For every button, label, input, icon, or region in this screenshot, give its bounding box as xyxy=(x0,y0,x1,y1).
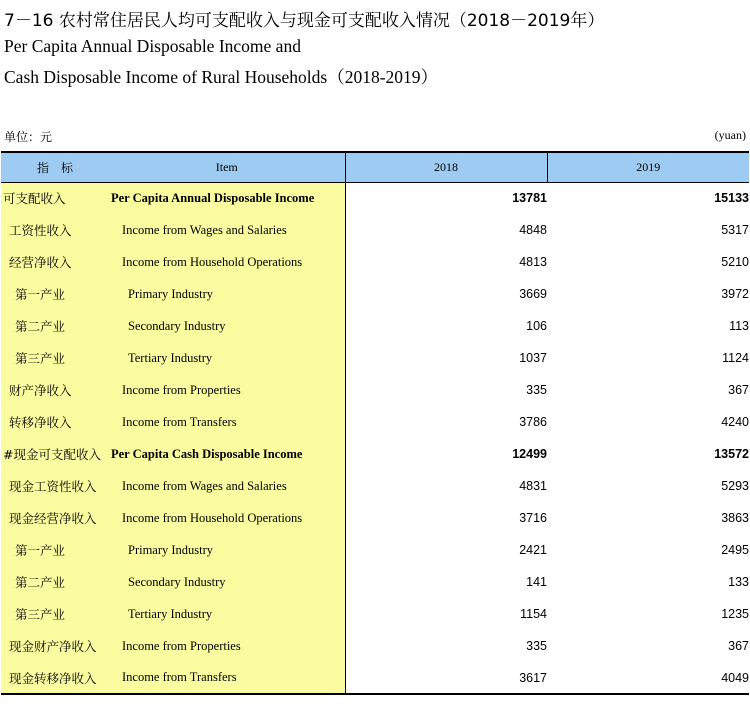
row-indicator: 第二产业 xyxy=(1,310,109,342)
table-row xyxy=(1,470,749,502)
income-table xyxy=(1,151,749,695)
value-2018: 335 xyxy=(526,639,547,653)
value-2019: 4240 xyxy=(721,415,749,429)
value-2018: 2421 xyxy=(519,543,547,557)
value-2019: 2495 xyxy=(721,543,749,557)
row-indicator: 现金财产净收入 xyxy=(1,630,109,662)
value-2019: 1124 xyxy=(722,351,749,365)
row-indicator: 第三产业 xyxy=(1,598,109,630)
table-row xyxy=(1,310,749,342)
table-title-english-line2: Cash Disposable Income of Rural Households（2018-2019） xyxy=(4,67,439,87)
table-row xyxy=(1,182,749,214)
row-indicator: #现金可支配收入 xyxy=(1,438,109,470)
table-row xyxy=(1,278,749,310)
value-2018: 106 xyxy=(526,319,547,333)
row-indicator: 第二产业 xyxy=(1,566,109,598)
value-2018: 4813 xyxy=(519,255,547,269)
row-item: Primary Industry xyxy=(109,278,345,310)
row-indicator: 现金经营净收入 xyxy=(1,502,109,534)
row-item: Secondary Industry xyxy=(109,566,345,598)
row-item: Income from Transfers xyxy=(109,662,345,694)
value-2018: 3669 xyxy=(519,287,547,301)
row-indicator: 经营净收入 xyxy=(1,246,109,278)
value-2018: 141 xyxy=(526,575,547,589)
value-2018: 1154 xyxy=(520,607,547,621)
row-indicator: 工资性收入 xyxy=(1,214,109,246)
value-2018: 335 xyxy=(526,383,547,397)
row-indicator: 转移净收入 xyxy=(1,406,109,438)
row-item: Income from Household Operations xyxy=(109,246,345,278)
row-item: Income from Wages and Salaries xyxy=(109,214,345,246)
row-item: Income from Properties xyxy=(109,374,345,406)
row-indicator: 第一产业 xyxy=(1,278,109,310)
value-2019: 13572 xyxy=(714,447,749,461)
row-item: Primary Industry xyxy=(109,534,345,566)
row-item: Per Capita Annual Disposable Income xyxy=(109,182,345,214)
row-indicator: 现金工资性收入 xyxy=(1,470,109,502)
value-2019: 15133 xyxy=(714,191,749,206)
table-row xyxy=(1,662,749,694)
value-2019: 367 xyxy=(728,383,749,397)
value-2018: 13781 xyxy=(512,191,547,206)
value-2018: 3786 xyxy=(519,415,547,429)
table-row xyxy=(1,534,749,566)
header-row xyxy=(1,152,749,182)
value-2019: 1235 xyxy=(721,607,749,621)
header-2019: 2019 xyxy=(547,152,749,182)
value-2019: 5317 xyxy=(721,223,749,237)
value-2019: 3863 xyxy=(721,511,749,525)
value-2018: 3617 xyxy=(345,662,547,694)
table-row xyxy=(1,630,749,662)
row-indicator: 第三产业 xyxy=(1,342,109,374)
row-item: Secondary Industry xyxy=(109,310,345,342)
header-item: Item xyxy=(109,152,345,182)
row-indicator: 第一产业 xyxy=(1,534,109,566)
row-item: Tertiary Industry xyxy=(109,342,345,374)
row-item: Income from Wages and Salaries xyxy=(109,470,345,502)
table-row xyxy=(1,342,749,374)
table-row xyxy=(1,374,749,406)
value-2019: 5210 xyxy=(721,255,749,269)
value-2018: 1037 xyxy=(519,351,547,365)
row-item: Tertiary Industry xyxy=(109,598,345,630)
table-row xyxy=(1,566,749,598)
header-indicator: 指 标 xyxy=(1,152,109,182)
row-item: Income from Properties xyxy=(109,630,345,662)
table-row xyxy=(1,246,749,278)
row-item: Income from Household Operations xyxy=(109,502,345,534)
value-2019: 3972 xyxy=(721,287,749,301)
row-indicator: 现金转移净收入 xyxy=(1,662,109,694)
value-2018: 4848 xyxy=(519,223,547,237)
value-2019: 367 xyxy=(728,639,749,653)
value-2019: 4049 xyxy=(547,662,749,694)
unit-label-english: (yuan) xyxy=(714,128,746,142)
table-title-english-line1: Per Capita Annual Disposable Income and xyxy=(4,36,301,56)
table-row xyxy=(1,214,749,246)
table-row xyxy=(1,406,749,438)
table-row xyxy=(1,502,749,534)
row-item: Per Capita Cash Disposable Income xyxy=(109,438,345,470)
table-row xyxy=(1,598,749,630)
row-indicator: 财产净收入 xyxy=(1,374,109,406)
value-2019: 133 xyxy=(728,575,749,589)
value-2019: 5293 xyxy=(721,479,749,493)
unit-label-chinese: 单位：元 xyxy=(4,130,53,144)
value-2019: 113 xyxy=(729,319,749,333)
table-title-chinese: 7－16 农村常住居民人均可支配收入与现金可支配收入情况（2018－2019年） xyxy=(4,11,605,31)
value-2018: 12499 xyxy=(512,447,547,461)
row-indicator: 可支配收入 xyxy=(1,182,109,214)
value-2018: 3716 xyxy=(519,511,547,525)
header-2018: 2018 xyxy=(345,152,547,182)
value-2018: 4831 xyxy=(519,479,547,493)
row-item: Income from Transfers xyxy=(109,406,345,438)
table-row xyxy=(1,438,749,470)
